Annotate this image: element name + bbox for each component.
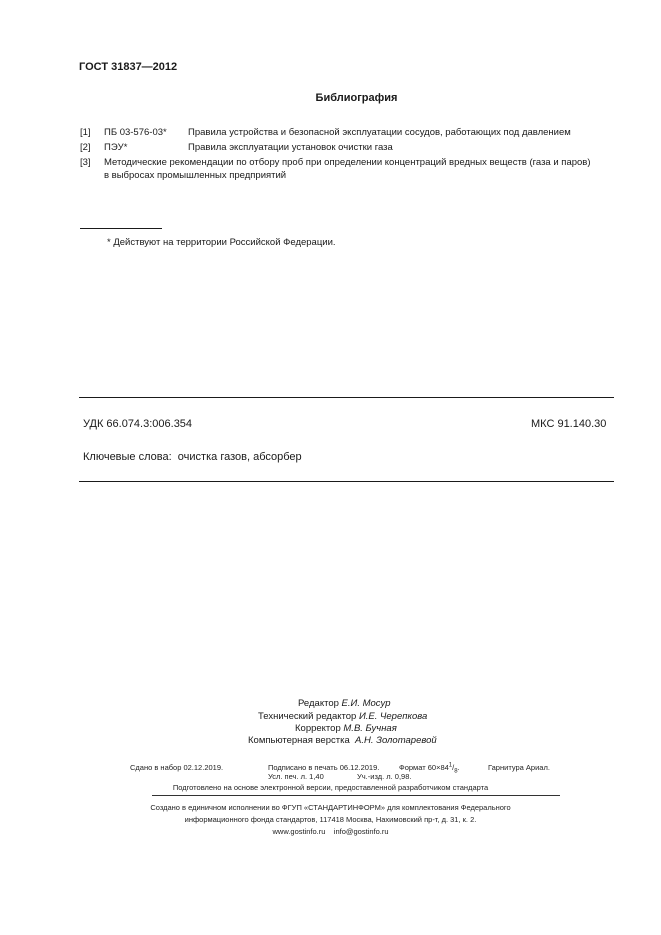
standard-code: ГОСТ 31837—2012 [79, 61, 178, 73]
credit-tech-editor-name: И.Е. Черепкова [358, 711, 428, 722]
credit-tech-editor [258, 711, 427, 722]
imprint-format-num: 1 [448, 762, 453, 769]
credit-layout-name: А.Н. Золотаревой [355, 735, 437, 746]
credit-corrector-name: М.В. Бучная [343, 723, 397, 734]
bibliography-title [0, 92, 661, 104]
imprint-format-den: 8 [454, 768, 458, 775]
footnote-divider [80, 228, 162, 229]
bib-entry-2-code: ПЭУ* [104, 142, 128, 153]
bib-entry-1-num: [1] [80, 127, 91, 138]
imprint-format-label: Формат 60×84 [399, 763, 449, 772]
bib-entry-2-text: Правила эксплуатации установок очистки газа [188, 142, 393, 153]
credit-editor-name: Е.И. Мосур [341, 698, 391, 709]
imprint-signed-date: Подписано в печать 06.12.2019. [268, 763, 380, 772]
imprint-prepared-note: Подготовлено на основе электронной версии, предоставленной разработчиком стандарта [172, 783, 489, 792]
credit-corrector-label: Корректор [295, 723, 341, 734]
top-divider [79, 397, 614, 398]
bib-entry-3-text-line1: Методические рекомендации по отбору проб при определении концентраций вредных веществ (газа и паров) [104, 157, 591, 168]
bib-entry-1-code: ПБ 03-576-03* [104, 127, 167, 138]
credit-editor [298, 698, 390, 709]
credit-layout-label: Компьютерная верстка [248, 735, 350, 746]
imprint-divider [152, 795, 560, 796]
bottom-divider [79, 481, 614, 482]
bib-entry-3-text-line2: в выбросах промышленных предприятий [104, 170, 287, 181]
imprint-print-sheets: Усл. печ. л. 1,40 [268, 772, 324, 781]
credit-editor-label: Редактор [298, 698, 339, 709]
imprint-format: Формат $60\times 84^1/_8$. [399, 762, 460, 775]
imprint-email: info@gostinfo.ru [333, 827, 389, 836]
keywords-label: Ключевые слова: [83, 451, 172, 463]
bibliography-title-text: Библиография [315, 92, 398, 104]
imprint-typeset-date: Сдано в набор 02.12.2019. [130, 763, 224, 772]
bib-entry-3-num: [3] [80, 157, 91, 168]
bib-entry-1-text: Правила устройства и безопасной эксплуатации сосудов, работающих под давлением [188, 127, 571, 138]
imprint-created-line1: Создано в единичном исполнении во ФГУП «СТАНДАРТИНФОРМ» для комплектования Федерального [150, 803, 511, 812]
imprint-contacts [0, 827, 661, 836]
udk-code: УДК 66.074.3:006.354 [83, 418, 193, 430]
imprint-website: www.gostinfo.ru [272, 827, 326, 836]
imprint-typeface: Гарнитура Ариал. [488, 763, 550, 772]
keywords-value: очистка газов, абсорбер [177, 451, 302, 463]
footnote: * Действуют на территории Российской Федерации. [107, 237, 336, 248]
bib-entry-2-num: [2] [80, 142, 91, 153]
credit-tech-editor-label: Технический редактор [258, 711, 357, 722]
keywords-line [83, 451, 302, 463]
imprint-created-line2: информационного фонда стандартов, 117418 Москва, Нахимовский пр-т, д. 31, к. 2. [184, 815, 477, 824]
credit-corrector [295, 723, 397, 734]
credit-layout [248, 735, 437, 746]
imprint-pub-sheets: Уч.-изд. л. 0,98. [357, 772, 412, 781]
mks-code: МКС 91.140.30 [531, 418, 607, 430]
